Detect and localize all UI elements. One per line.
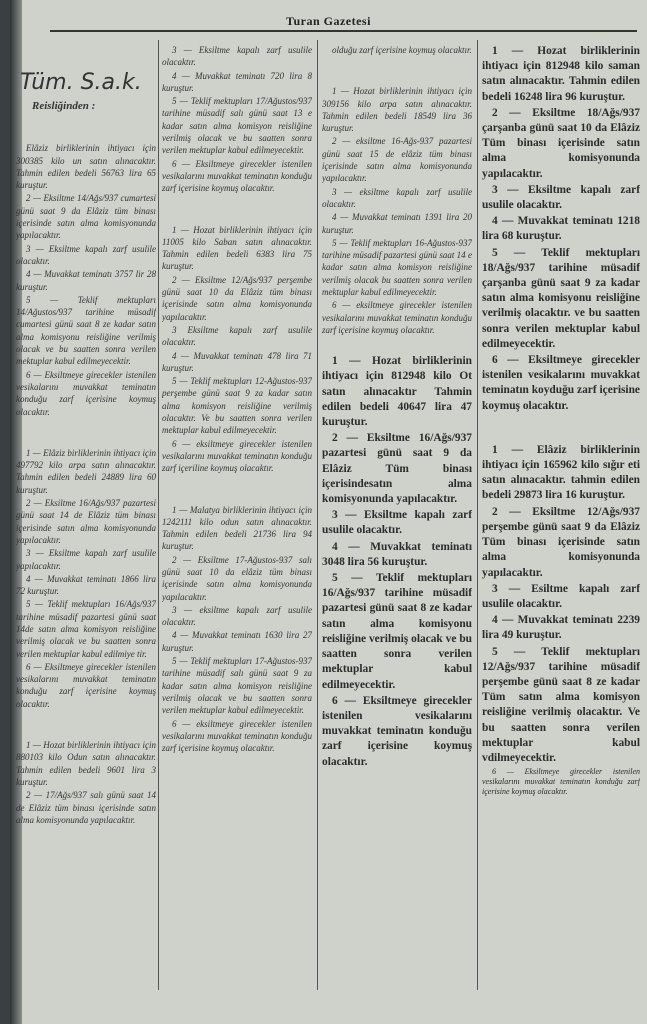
notice-subtitle: Reisliğinden : xyxy=(32,100,96,112)
column-divider xyxy=(158,40,159,990)
notice-paragraph: 2 — Eksiltme 14/Ağs/937 cumartesi günü saat 9 da Elâziz tüm binası içerisinde satın alma komisyonunda yapılacaktır. xyxy=(16,193,156,241)
notice-paragraph-small: 6 — Eksiltmeye girecekler istenilen vesikalarını muvakkat teminatın konduğu zarf içerisine koymuş olacaktır. xyxy=(482,767,640,797)
notice-paragraph: 5 — Teklif mektupları 18/Ağs/937 tarihine müsadif çarşanba günü saat 9 za kadar satın alma komisyonu reisliğine verilmiş olacaktır. ve bu saatten sonra verilen mektuplar kabul edilmeyecektir. xyxy=(482,246,640,350)
notice-paragraph: 1 — Hozat birliklerinin ihtiyacı için 880103 kilo Odun satın alınacaktır. Tahmin edilen bedeli 9601 lira 3 kuruştur. xyxy=(16,740,156,787)
notice-paragraph: 2 — Eksiltme 16/Ağs/937 pazartesi günü saat 9 da Elâziz Tüm binası içerisindesatın alma komisyonunda yapılacaktır. xyxy=(322,432,472,506)
notice-paragraph: 5 — Teklif mektupları 14/Ağustos/937 tarihine müsadif cumartesi günü saat 8 ze kadar satın alma komisyonu reisliğine verilmiş olacak ve bu saatten sonra verilen mektuplar kabul edilmeyecektir. xyxy=(16,294,156,367)
notice-paragraph: 3 — eksiltme kapalı zarf usulile olacaktır. xyxy=(322,186,472,209)
notice-gap xyxy=(16,419,156,447)
notice-kicker: Tüm. S.a.k. xyxy=(20,70,142,95)
notice-paragraph: 2 — Eksiltme 12/Ağs/937 perşembe günü saat 9 da Elâziz Tüm binası içerisinde satın alma komisyonunda yapılacaktır. xyxy=(482,505,640,579)
notice-paragraph: 5 — Teklif mektupları 16/Ağs/937 tarihine müsadif pazartesi günü saat 8 ze kadar satın alma komisyonu reisliğine verilmiş olacak ve bu saatten sonra verilen mektuplar kabul edilmeyecektir. xyxy=(322,572,472,691)
notice-paragraph: 4 — Muvakkat teminatı 1866 lira 72 kuruştur. xyxy=(16,573,156,597)
header-rule xyxy=(50,30,637,32)
notice-paragraph: 2 — Eksiltme 17-Ağustos-937 salı günü saat 10 da elâziz tüm binası içerisinde satın alma komisyonunda yapılacaktır. xyxy=(162,554,312,602)
column-3 xyxy=(322,44,472,771)
newspaper-page xyxy=(10,0,647,1024)
tender-notice xyxy=(16,739,156,826)
notice-paragraph: 5 — Teklif mektupları 17/Ağustos/937 tarihine müsadif salı günü saat 13 e kadar satın alma komisyon reisliğine verilmiş olacak ve bu saatten sonra verilen mektuplar kabul edilmeyecektir. xyxy=(162,96,312,156)
column-2 xyxy=(162,44,312,755)
notice-paragraph: 6 — Eksiltmeye girecekler istenilen vesikalarını muvakkat teminatın konduğu zarf içerisine koymuş olacaktır. xyxy=(16,661,156,709)
tender-notice xyxy=(322,85,472,336)
notice-paragraph: 3 — Eksiltme kapalı zarf usulile yapılacaktır. xyxy=(16,548,156,571)
notice-paragraph: 3 — Eksiltme kapalı zarf usulile olacaktır. xyxy=(162,45,312,68)
notice-paragraph: 3 — Eksiltme kapalı zarf usulile olacaktır. xyxy=(16,243,156,266)
tender-notice xyxy=(162,224,312,475)
notice-paragraph: 2 — Eksiltme 16/Ağs/937 pazartesi günü saat 14 de Elâziz tüm binası içerisinde satın alma komisyonunda yapılacaktır. xyxy=(16,498,156,545)
notice-paragraph: 6 — eksiltmeye girecekler istenilen vesikalarını muvakkat teminatın konduğu zarf içerisine koymuş olacaktır. xyxy=(322,300,472,335)
notice-paragraph: olduğu zarf içerisine koymuş olacaktır. xyxy=(332,45,472,55)
notice-paragraph: 6 — Eksiltmeye girecekler istenilen vesikalarını muvakkat teminatın koyduğu zarf içerisine koymuş olacaktır. xyxy=(482,354,640,412)
notice-paragraph: 6 — Eksiltmeye girecekler istenilen vesikalarını muvakkat teminatın konduğu zarf içerisine koymuş olacaktır. xyxy=(322,694,472,768)
notice-paragraph: 1 — Malatya birliklerinin ihtiyacı için 1242111 kilo odun satın alınacaktır. Tahmin edilen bedeli 21736 lira 94 kuruştur. xyxy=(162,504,312,552)
tender-notice xyxy=(322,44,472,56)
notice-gap xyxy=(16,711,156,739)
notice-paragraph: 3 — Esiltme kapalı zarf usulile olacaktır. xyxy=(482,582,640,610)
notice-block-group xyxy=(16,142,156,826)
notice-paragraph: 6 — Eksiltmeye girecekler istenilen vesikalarını muvakkat teminatın konduğu zarf içerisine koymuş olacaktır. xyxy=(162,158,312,194)
notice-paragraph: 4 — Muvakkat teminatı 1218 lira 68 kuruştur. xyxy=(482,215,640,243)
page-header xyxy=(10,8,647,34)
notice-paragraph: 2 — Eksiltme 18/Ağs/937 çarşanba günü saat 10 da Elâziz Tüm binası içerisinde satın alma komisyonunda yapılacaktır. xyxy=(482,106,640,180)
notice-paragraph: 3 — Eksiltme kapalı zarf usulile olacaktır. xyxy=(482,183,640,212)
notice-gap xyxy=(482,415,640,443)
notice-paragraph: 3 — Eksiltme kapalı zarf usulile olacaktır. xyxy=(322,509,472,537)
notice-paragraph: 5 — Teklif mektupları 12-Ağustos-937 perşembe günü saat 9 za kadar satın alma komisyon reisliğine verilmiş olacaktır. Ve bu saatten sonra verilen mektuplar kabul edilmeyecektir. xyxy=(162,376,312,436)
tender-notice-large xyxy=(322,354,472,769)
notice-gap xyxy=(162,196,312,224)
column-divider xyxy=(317,40,318,990)
notice-paragraph: 4 — Muvakkat teminatı 478 lira 71 kuruştur. xyxy=(162,350,312,373)
tender-notice xyxy=(482,44,640,414)
notice-paragraph: 5 — Teklif mektupları 16-Ağustos-937 tarihine müsadif pazartesi günü saat 14 e kadar satın alma komisyon reisliğine verilmiş olacak bu saatten sonra verilen mektuplar kabul edilmeyecektir. xyxy=(322,237,472,298)
notice-paragraph: 1 — Hozat birliklerinin ihtiyacı için 812948 kilo Ot satın alınacaktır Tahmin edilen bedeli 40647 lira 47 kuruştur. xyxy=(322,355,472,429)
tender-notice xyxy=(482,443,640,766)
notice-gap xyxy=(322,57,472,85)
notice-paragraph: 1 — Hozat birliklerinin ihtiyacı için 309156 kilo arpa satın alınacaktır. Tahmin edilen bedeli 18549 lira 36 kuruştur. xyxy=(322,86,472,134)
notice-paragraph: Elâziz birliklerinin ihtiyacı için 300385 kilo un satın alınacaktır. Tahmin edilen bedeli 56763 lira 65 kuruştur. xyxy=(16,143,156,191)
column-divider xyxy=(477,40,478,990)
notice-paragraph: 4 — Muvakkat teminatı 3757 lir 28 kuruştur. xyxy=(16,269,156,292)
notice-paragraph: 3 — eksiltme kapalı zarf usulile olacaktır. xyxy=(162,604,312,628)
notice-paragraph: 4 — Muvakkat teminatı 720 lira 8 kuruştur. xyxy=(162,70,312,93)
notice-paragraph: 4 — Muvakkat teminatı 1630 lira 27 kuruştur. xyxy=(162,630,312,653)
column-4 xyxy=(482,44,640,798)
notice-paragraph: 2 — Eksiltme 12/Ağs/937 perşembe günü saat 10 da Elâziz tüm binası içerisinde satın alma komisyonunda yapılacaktır. xyxy=(162,274,312,322)
notice-paragraph: 3 Eksiltme kapalı zarf usulile olacaktır. xyxy=(162,324,312,348)
notice-paragraph: 2 — 17/Ağs/937 salı günü saat 14 de Elâziz tüm binası içerisinde satın alma komisyonunda yapılacaktır. xyxy=(16,790,156,825)
notice-paragraph: 4 — Muvakkat teminatı 2239 lira 49 kuruştur. xyxy=(482,614,640,642)
tender-notice xyxy=(162,44,312,195)
notice-paragraph: 1 — Hozat birliklerinin ihtiyacı için 11005 kilo Saban satın alınacaktır. Tahmin edilen bedeli 6383 lira 75 kuruştur. xyxy=(162,224,312,272)
tender-notice xyxy=(162,504,312,755)
notice-paragraph: 4 — Muvakkat teminatı 3048 lira 56 kuruştur. xyxy=(322,540,472,568)
notice-block-group xyxy=(322,44,472,336)
notice-paragraph: 1 — Elâziz birliklerinin ihtiyacı için 165962 kilo sığır eti satın alınacaktır. tahmin edilen bedeli 29873 lira 16 kuruştur. xyxy=(482,443,640,502)
notice-paragraph: 6 — Eksiltmeye girecekler istenilen vesikalarını muvakkat teminatın konduğu zarf içerisine koymuş olacaktır. xyxy=(16,369,156,417)
notice-paragraph: 5 — Teklif mektupları 16/Ağs/937 tarihine müsadif pazartesi günü saat 14de satın alma komisyon reisliğine verilmiş olacak ve bu saatten sonra verilen mektuplar kabul edilmiye tir. xyxy=(16,599,156,659)
notice-block-group xyxy=(162,44,312,754)
notice-paragraph: 5 — Teklif mektupları 12/Ağs/937 tarihine müsadif perşembe günü saat 8 ze kadar Tüm satın alma komisyon reisliğine verilmiş olacaktır. Ve bu saatten sonra verilen mektuplar kabul vdilmeyecektir. xyxy=(482,645,640,764)
column-1 xyxy=(16,44,156,827)
notice-paragraph: 1 — Elâziz birliklerinin ihtiyacı için 497792 kilo arpa satın alınacaktır. Tahmin edilen bedeli 24889 lira 60 kuruştur. xyxy=(16,447,156,495)
notice-paragraph: 6 — eksiltmeye girecekler istenilen vesikalarını muvakkat teminatın konduğu zarf içeriline koymuş olacaktır. xyxy=(162,438,312,474)
notice-block-group xyxy=(482,44,640,766)
notice-paragraph: 2 — eksiltme 16-Ağs-937 pazartesi günü saat 15 de elâziz tüm binası içerisinde satın alma komisyonunda yapılacaktır. xyxy=(322,136,472,184)
notice-paragraph: 5 — Teklif mektupları 17-Ağustos-937 tarihine müsadif salı günü saat 9 za kadar satın alma komisyon reisliğine verilmiş olacak ve bu saatten sonra verilen mektuplar kabul edilmeyecektir. xyxy=(162,656,312,716)
notice-paragraph: 1 — Hozat birliklerinin ihtiyacı için 812948 kilo saman satın alınacaktır. Tahmin edilen bedeli 16248 lira 96 kuruştur. xyxy=(482,45,640,103)
notice-paragraph: 4 — Muvakkat teminatı 1391 lira 20 kuruştur. xyxy=(322,212,472,235)
notice-gap xyxy=(162,476,312,504)
newspaper-title: Turan Gazetesi xyxy=(286,14,371,28)
notice-paragraph: 6 — eksiltmeye girecekler istenilen vesikalarını muvakkat teminatın konduğu zarf içerisine koymuş olacaktır. xyxy=(162,718,312,754)
tender-notice xyxy=(16,142,156,418)
tender-notice xyxy=(16,447,156,710)
